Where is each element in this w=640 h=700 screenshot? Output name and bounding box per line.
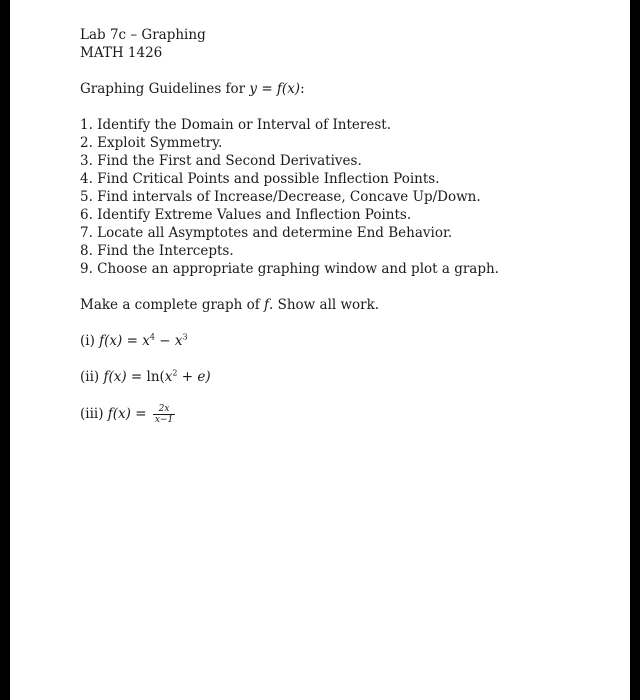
problem-lhs: f(x) = [107, 406, 151, 422]
problem-term: x [142, 333, 150, 349]
problem-exponent: 3 [182, 332, 188, 342]
list-item: 4. Find Critical Points and possible Inflection Points. [80, 171, 440, 187]
fraction-numerator: 2x [153, 404, 175, 415]
list-item: 9. Choose an appropriate graphing window and plot a graph. [80, 261, 499, 277]
list-item: 5. Find intervals of Increase/Decrease, Concave Up/Down. [80, 189, 481, 205]
course-code: MATH 1426 [80, 45, 163, 61]
list-item: 7. Locate all Asymptotes and determine End Behavior. [80, 225, 453, 241]
instruction-prefix: Make a complete graph of [80, 297, 265, 313]
guidelines-list [80, 116, 600, 278]
instruction-suffix: . Show all work. [269, 297, 380, 313]
list-item: 2. Exploit Symmetry. [80, 135, 223, 151]
problem-i [80, 332, 600, 350]
problem-term: x [174, 333, 183, 349]
list-item: 1. Identify the Domain or Interval of Interest. [80, 117, 391, 133]
problem-label: (ii) [80, 369, 100, 385]
guidelines-heading-math: y = f(x) [249, 81, 301, 97]
problem-label: (iii) [80, 406, 104, 422]
problem-exponent: 4 [149, 332, 155, 342]
problem-operator: − [154, 333, 175, 349]
list-item: 3. Find the First and Second Derivatives. [80, 153, 362, 169]
problem-lhs: f(x) = [99, 333, 143, 349]
document-content [80, 26, 600, 425]
lab-title: Lab 7c – Graphing [80, 27, 206, 43]
problem-term: + e) [177, 369, 211, 385]
document-page [10, 0, 630, 700]
guidelines-heading-prefix: Graphing Guidelines for [80, 81, 250, 97]
instruction-text [80, 296, 600, 314]
problem-term: x [164, 369, 173, 385]
instruction-math: f [264, 297, 270, 313]
fraction-denominator: x−1 [154, 415, 174, 425]
problem-exponent: 2 [172, 368, 178, 378]
guidelines-heading-suffix: : [300, 81, 305, 97]
list-item: 8. Find the Intercepts. [80, 243, 234, 259]
guidelines-heading [80, 80, 600, 98]
problem-lhs: f(x) = [103, 369, 147, 385]
problem-fraction [153, 404, 175, 425]
list-item: 6. Identify Extreme Values and Inflection Points. [80, 207, 412, 223]
problem-label: (i) [80, 333, 95, 349]
problem-function: ln( [146, 369, 165, 385]
problem-iii [80, 404, 600, 425]
problem-ii [80, 368, 600, 386]
